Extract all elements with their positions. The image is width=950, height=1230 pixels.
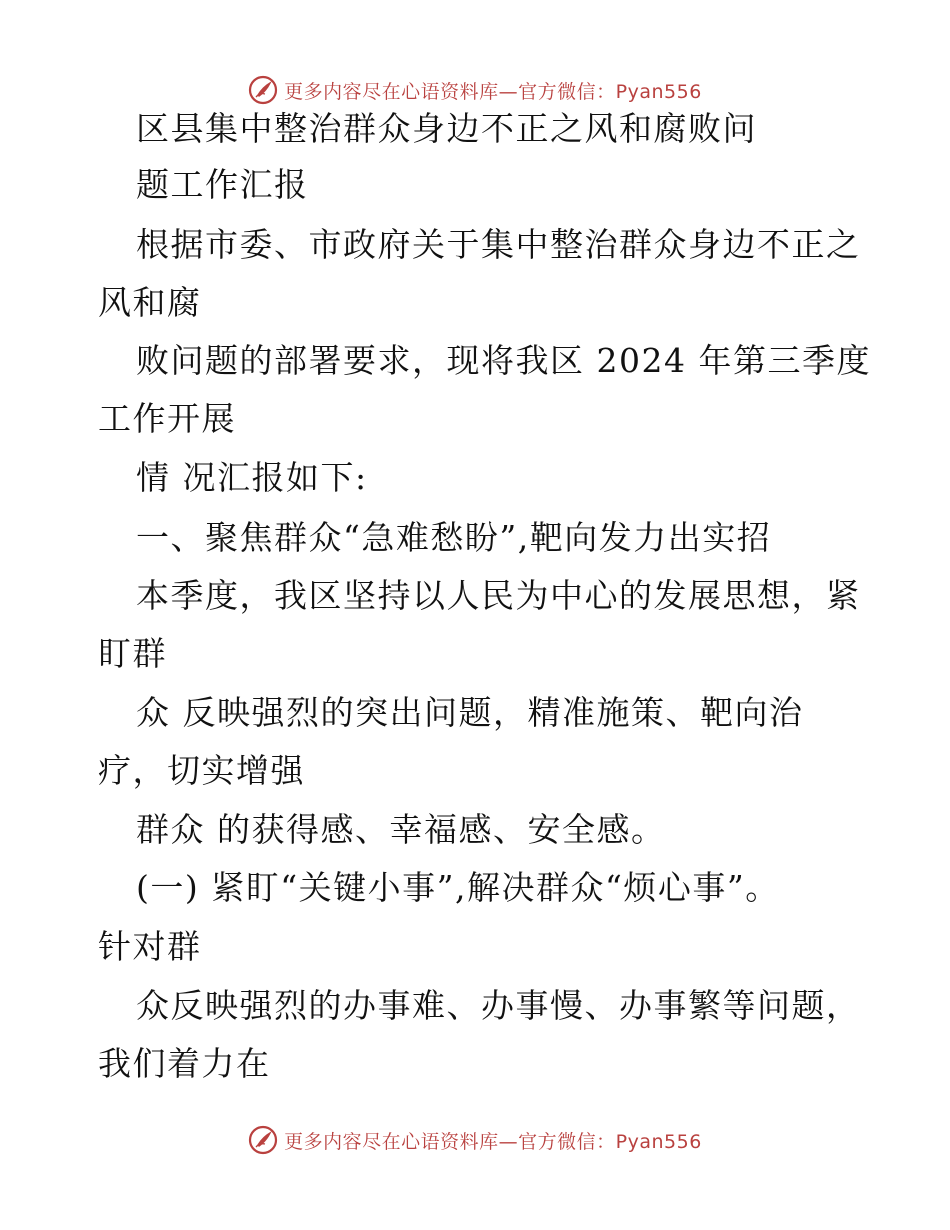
doc-line: 我们着力在 bbox=[98, 1044, 271, 1083]
doc-line: 区县集中整治群众身边不正之风和腐败问 bbox=[136, 109, 757, 148]
doc-line: 风和腐 bbox=[98, 283, 202, 322]
doc-line: 情 况汇报如下: bbox=[136, 458, 368, 497]
doc-line: 群众 的获得感、幸福感、安全感。 bbox=[136, 810, 666, 849]
watermark-text: 更多内容尽在心语资料库—官方微信：Pyan556 bbox=[284, 1130, 702, 1153]
doc-line: 一、聚焦群众“急难愁盼”,靶向发力出实招 bbox=[136, 518, 772, 557]
doc-line: 题工作汇报 bbox=[136, 165, 309, 204]
doc-line: 众 反映强烈的突出问题，精准施策、靶向治 bbox=[136, 693, 804, 732]
watermark-text: 更多内容尽在心语资料库—官方微信：Pyan556 bbox=[284, 80, 702, 103]
quill-logo-icon bbox=[248, 1125, 278, 1155]
doc-line: 根据市委、市政府关于集中整治群众身边不正之 bbox=[136, 225, 861, 264]
doc-line: (一) 紧盯“关键小事”,解决群众“烦心事”。 bbox=[136, 868, 780, 907]
doc-line: 本季度，我区坚持以人民为中心的发展思想，紧 bbox=[136, 576, 861, 615]
doc-line: 针对群 bbox=[98, 927, 202, 966]
footer-watermark bbox=[0, 1120, 950, 1160]
doc-line: 疗，切实增强 bbox=[98, 751, 305, 790]
doc-line: 工作开展 bbox=[98, 399, 236, 438]
doc-line: 盯群 bbox=[98, 634, 167, 673]
doc-line: 败问题的部署要求，现将我区 2024 年第三季度 bbox=[136, 341, 871, 380]
doc-line: 众反映强烈的办事难、办事慢、办事繁等问题， bbox=[136, 986, 861, 1025]
